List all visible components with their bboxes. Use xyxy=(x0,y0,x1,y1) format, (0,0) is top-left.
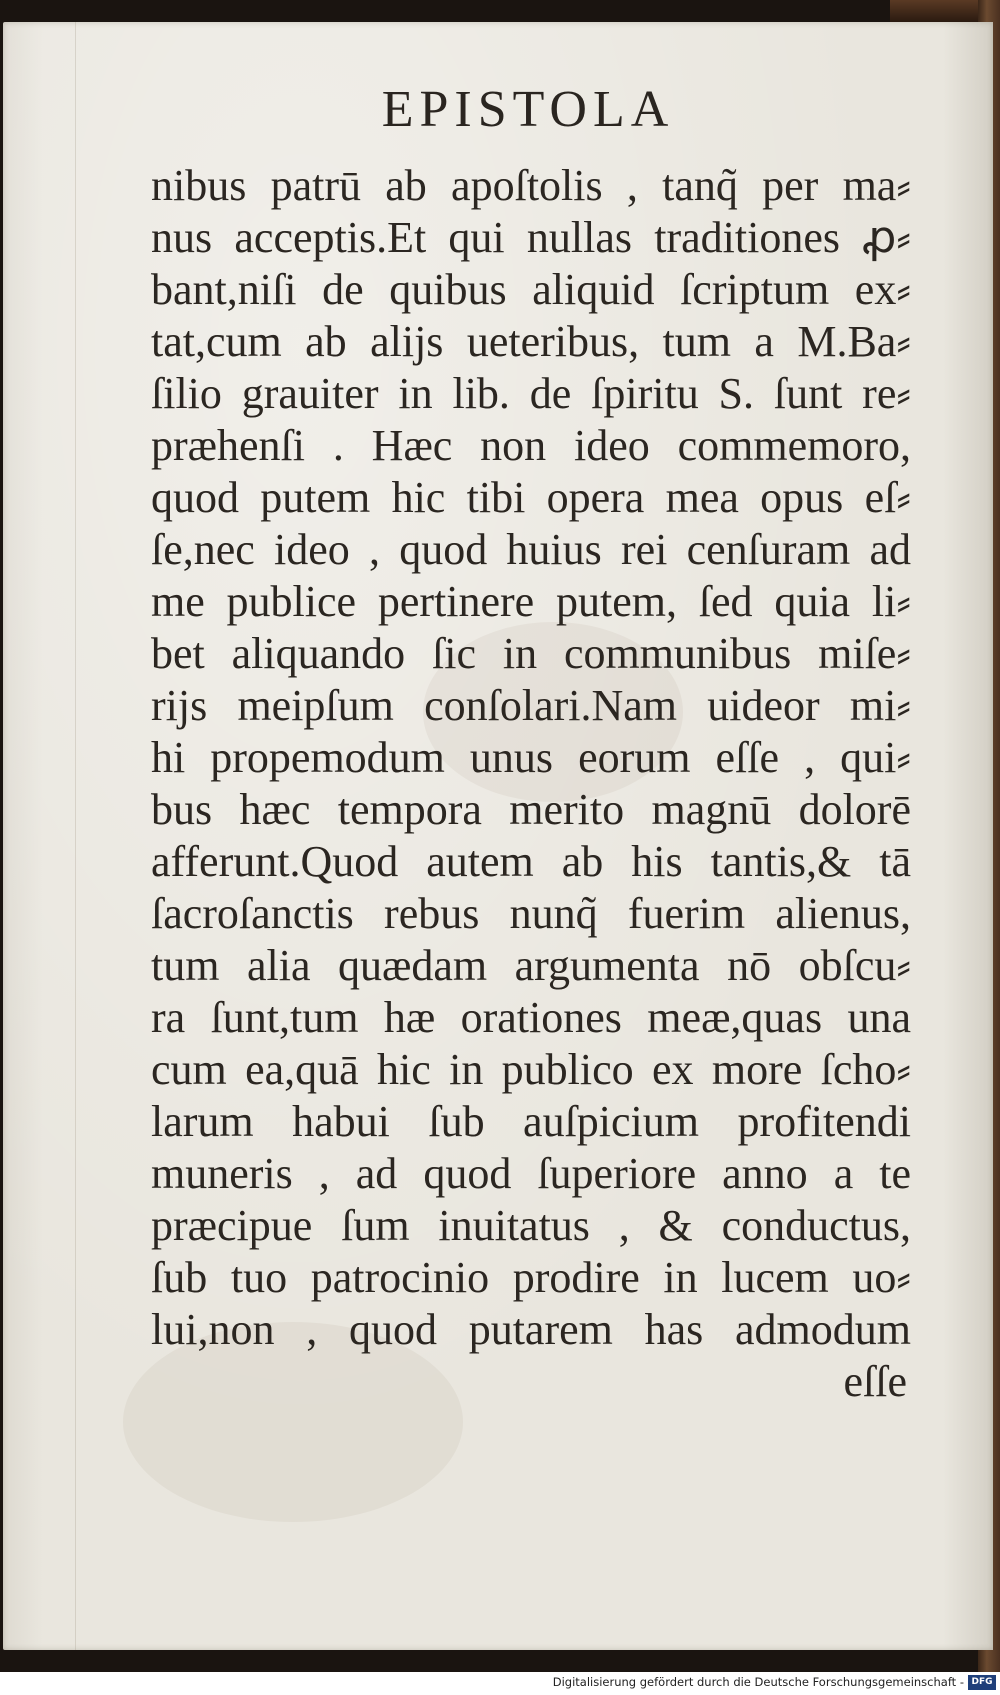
text-line: præcipue ſum inuitatus , & conductus, xyxy=(151,1201,911,1250)
dfg-logo: DFG xyxy=(968,1675,996,1690)
text-line: bus hæc tempora merito magnū dolorē xyxy=(151,785,911,834)
footer-credit: Digitalisierung gefördert durch die Deutsche Forschungsgemeinschaft - xyxy=(552,1675,964,1689)
text-line: tum alia quædam argumenta nō obſcu⸗ xyxy=(151,941,911,990)
text-line: muneris , ad quod ſuperiore anno a te xyxy=(151,1149,911,1198)
text-line: cum ea,quā hic in publico ex more ſcho⸗ xyxy=(151,1045,911,1094)
text-line: ſe,nec ideo , quod huius rei cenſuram ad xyxy=(151,525,911,574)
footer-bar xyxy=(0,1672,1000,1695)
text-line: ſub tuo patrocinio prodire in lucem uo⸗ xyxy=(151,1253,911,1302)
text-line: præhenſi . Hæc non ideo commemoro, xyxy=(151,421,911,470)
text-line: quod putem hic tibi opera mea opus eſ⸗ xyxy=(151,473,911,522)
text-line: ra ſunt,tum hæ orationes meæ,quas una xyxy=(151,993,911,1042)
text-line: nibus patrū ab apoſtolis , tanq̃ per ma⸗ xyxy=(151,161,911,210)
text-line: me publice pertinere putem, ſed quia li⸗ xyxy=(151,577,911,626)
text-line: nus acceptis.Et qui nullas traditiones ꝓ⸗ xyxy=(151,213,911,262)
text-line: bet aliquando ſic in communibus miſe⸗ xyxy=(151,629,911,678)
text-line: tat,cum ab aliјs ueteribus, tum a M.Ba⸗ xyxy=(151,317,911,366)
body-text xyxy=(151,160,911,1408)
text-line: larum habui ſub auſpicium profitendi xyxy=(151,1097,911,1146)
text-line: ſilio grauiter in lib. de ſpiritu S. ſunt re⸗ xyxy=(151,369,911,418)
catchword: eſſe xyxy=(843,1357,907,1406)
text-line: ſacroſanctis rebus nunq̃ fuerim alienus, xyxy=(151,889,911,938)
text-line: lui,non , quod putarem has admodum xyxy=(151,1305,911,1354)
text-line: bant,niſi de quibus aliquid ſcriptum ex⸗ xyxy=(151,265,911,314)
text-line: rijs meipſum conſolari.Nam uideor mi⸗ xyxy=(151,681,911,730)
book-page xyxy=(3,22,993,1650)
running-head: EPISTOLA xyxy=(381,81,675,138)
gutter-line xyxy=(75,22,76,1650)
text-line: afferunt.Quod autem ab his tantis,& tā xyxy=(151,837,911,886)
text-line: hi propemodum unus eorum eſſe , qui⸗ xyxy=(151,733,911,782)
